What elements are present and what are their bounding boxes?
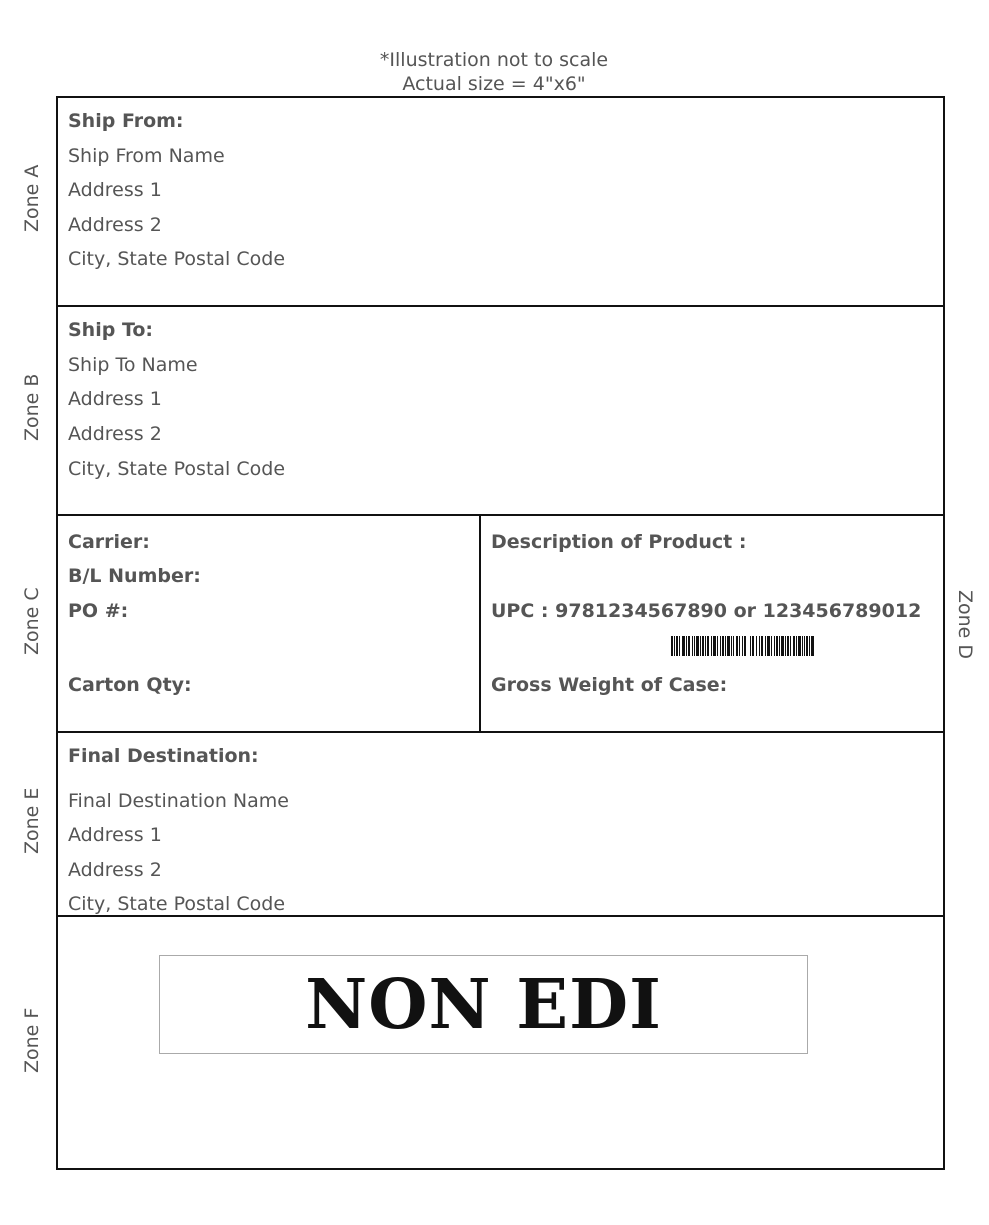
zone-b-label: Zone B [21, 373, 43, 441]
bl-number-label: B/L Number: [68, 565, 201, 587]
non-edi-stamp [159, 955, 808, 1054]
product-description-label: Description of Product : [491, 531, 747, 553]
upc-label: UPC : 9781234567890 or 123456789012 [491, 600, 922, 622]
zone-c-label: Zone C [21, 587, 43, 655]
scale-note [294, 48, 694, 96]
zone-a-label: Zone A [21, 164, 43, 232]
scale-note-line1: *Illustration not to scale [379, 49, 609, 71]
ship-to-heading: Ship To: [68, 319, 154, 341]
ship-to-address2: Address 2 [68, 423, 162, 445]
upc-barcode [671, 636, 814, 656]
po-number-label: PO #: [68, 600, 129, 622]
ship-from-address1: Address 1 [68, 179, 162, 201]
carton-qty-label: Carton Qty: [68, 674, 192, 696]
ship-from-name: Ship From Name [68, 145, 225, 167]
divider-a-b [56, 305, 945, 307]
ship-from-city: City, State Postal Code [68, 248, 286, 270]
ship-to-city: City, State Postal Code [68, 458, 286, 480]
gross-weight-label: Gross Weight of Case: [491, 674, 728, 696]
divider-c-e [56, 731, 945, 733]
final-destination-name: Final Destination Name [68, 790, 289, 812]
ship-from-address2: Address 2 [68, 214, 162, 236]
divider-c-d [479, 515, 481, 732]
carrier-label: Carrier: [68, 531, 150, 553]
zone-f-label: Zone F [21, 1007, 43, 1073]
divider-b-c [56, 514, 945, 516]
zone-e-label: Zone E [21, 787, 43, 854]
final-destination-heading: Final Destination: [68, 745, 259, 767]
zone-d-label: Zone D [954, 590, 976, 660]
scale-note-line2: Actual size = 4"x6" [402, 73, 586, 95]
ship-to-address1: Address 1 [68, 388, 162, 410]
non-edi-stamp-text: NON EDI [305, 964, 662, 1045]
final-destination-address2: Address 2 [68, 859, 162, 881]
final-destination-city: City, State Postal Code [68, 893, 286, 915]
final-destination-address1: Address 1 [68, 824, 162, 846]
ship-to-name: Ship To Name [68, 354, 198, 376]
ship-from-heading: Ship From: [68, 110, 184, 132]
